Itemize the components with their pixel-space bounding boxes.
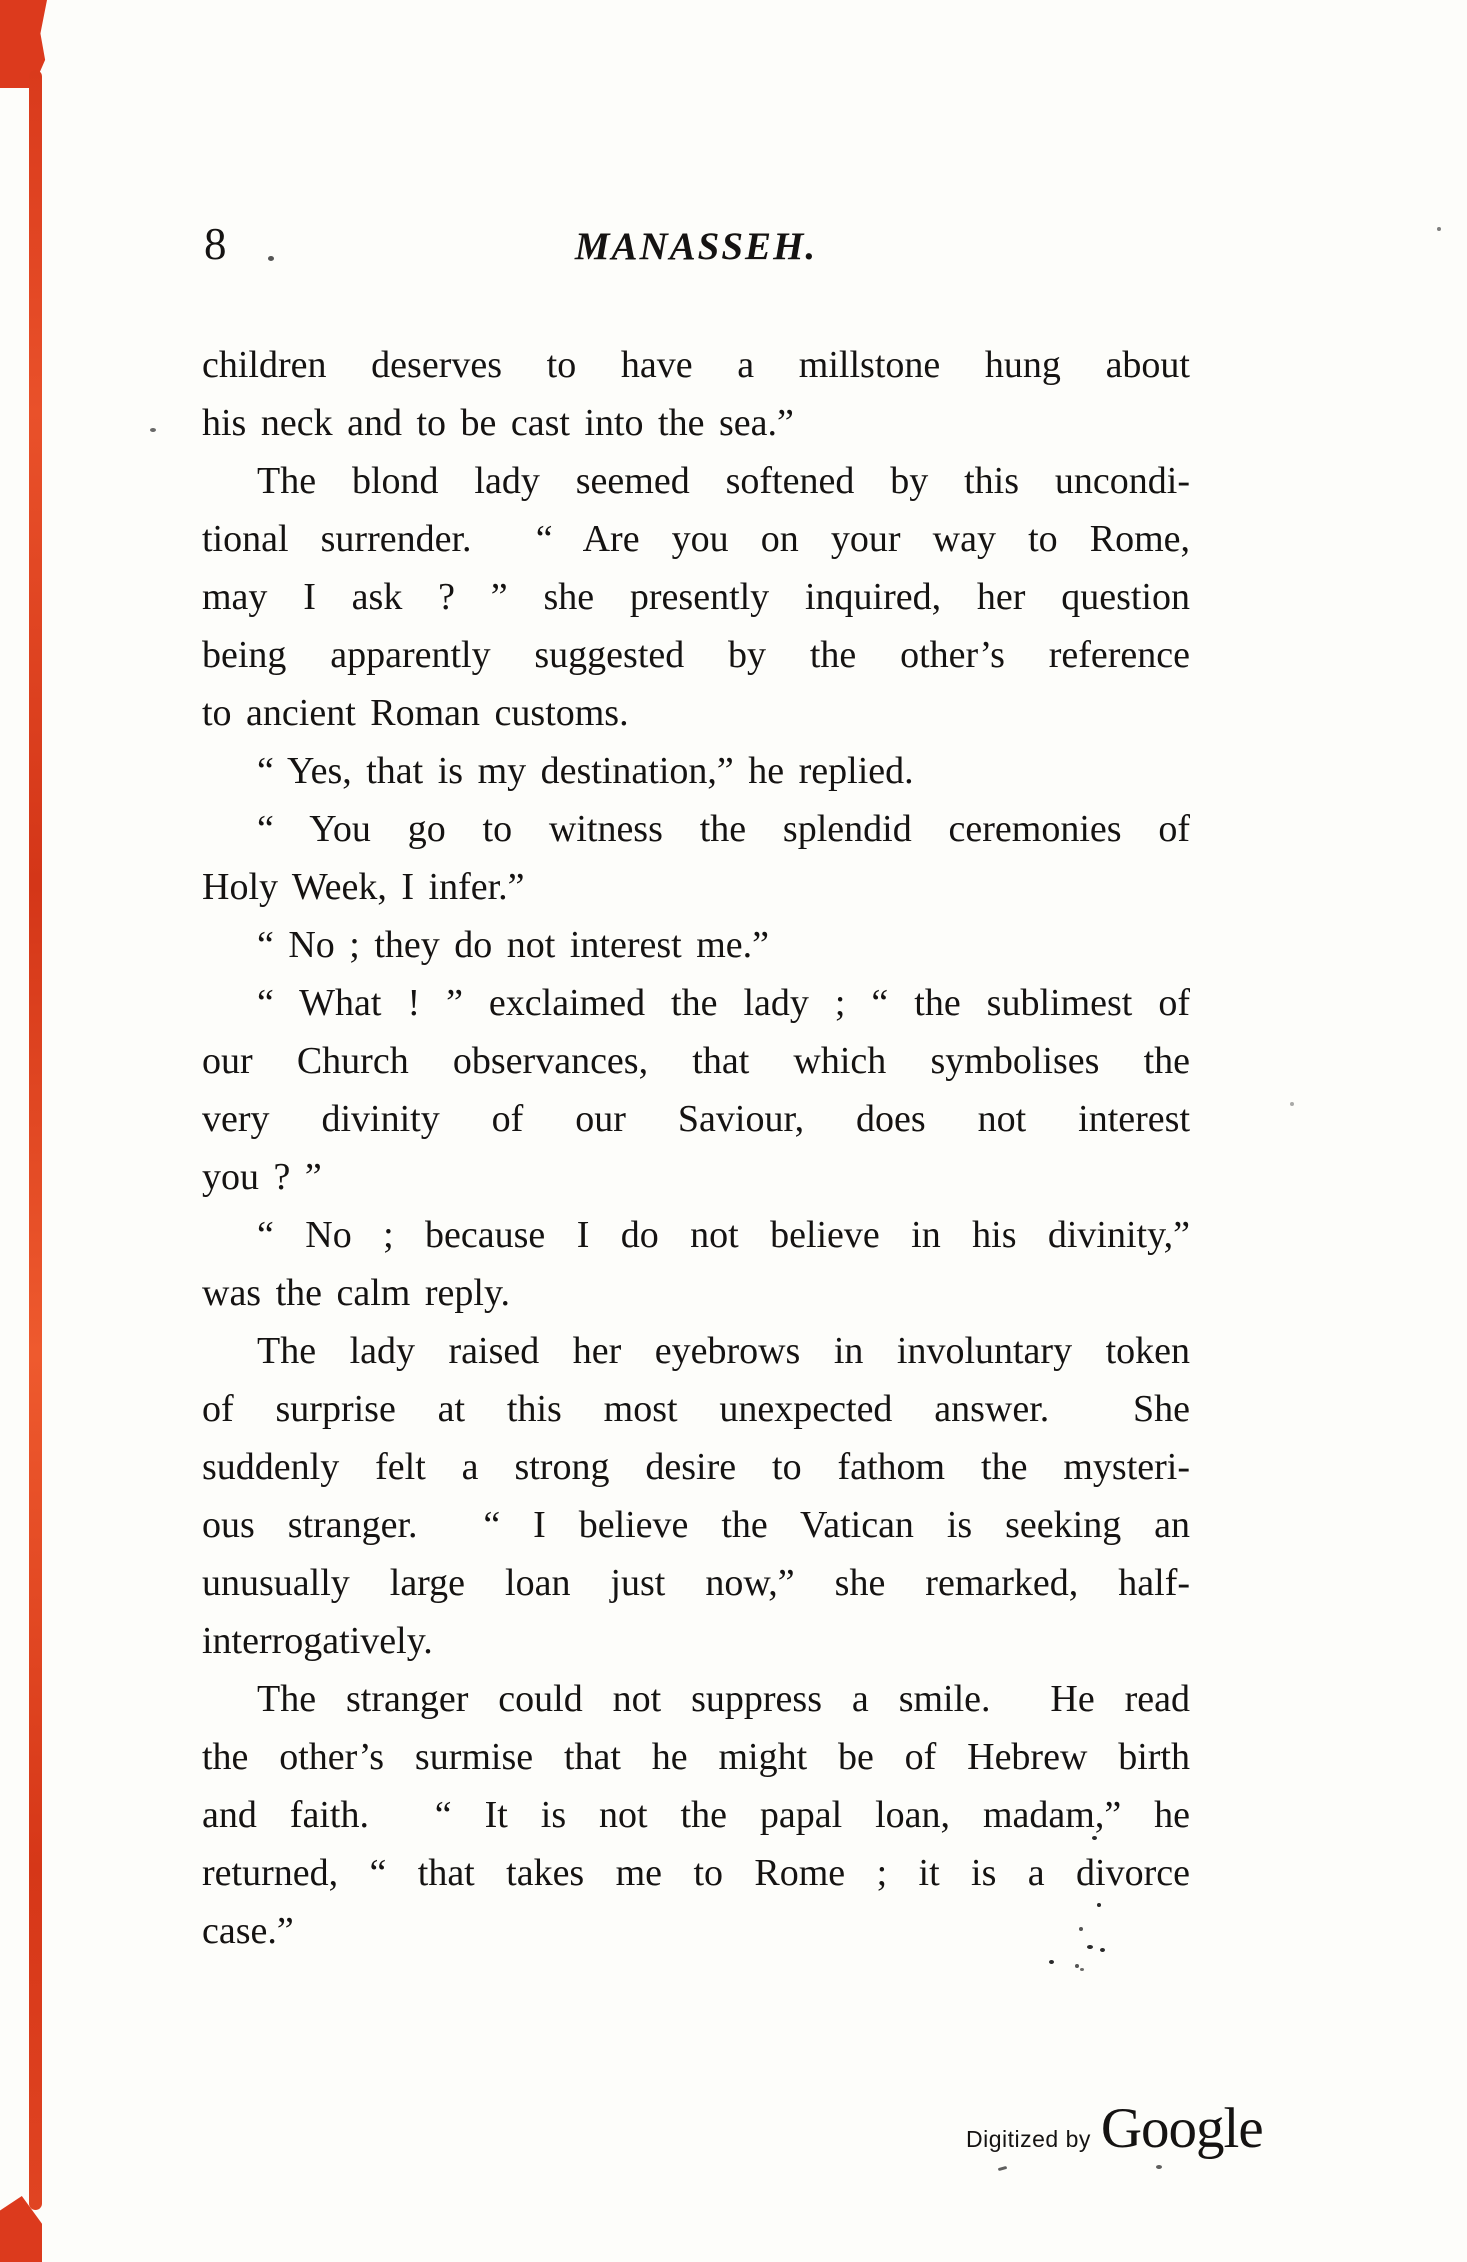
ink-speck	[150, 428, 156, 432]
text-line: children deserves to have a millstone hung about	[202, 344, 1190, 386]
ink-speck	[1092, 1836, 1097, 1840]
text-line: “ You go to witness the splendid ceremonies of	[257, 808, 1190, 850]
ink-speck	[1100, 1948, 1105, 1952]
ink-speck	[1049, 1960, 1054, 1964]
ink-speck	[1080, 1968, 1084, 1971]
text-block	[202, 336, 1190, 1960]
ink-speck	[1079, 1927, 1083, 1931]
text-line: “ No ; they do not interest me.”	[257, 924, 769, 966]
text-line: The blond lady seemed softened by this uncondi-	[257, 460, 1190, 502]
text-line: very divinity of our Saviour, does not interest	[202, 1098, 1190, 1140]
running-title: MANASSEH.	[574, 225, 818, 268]
text-line: “ What ! ” exclaimed the lady ; “ the sublimest of	[257, 982, 1190, 1024]
text-line: the other’s surmise that he might be of Hebrew birth	[202, 1736, 1190, 1778]
text-line: and faith. “ It is not the papal loan, madam,” he	[202, 1794, 1190, 1836]
text-line: to ancient Roman customs.	[202, 692, 629, 734]
text-line: his neck and to be cast into the sea.”	[202, 402, 794, 444]
text-line: The lady raised her eyebrows in involuntary token	[257, 1330, 1190, 1372]
text-line: “ Yes, that is my destination,” he replied.	[257, 750, 914, 792]
ink-speck	[268, 256, 274, 261]
text-line: you ? ”	[202, 1156, 322, 1198]
google-logo: Google	[1100, 2097, 1263, 2160]
text-line: of surprise at this most unexpected answer. She	[202, 1388, 1190, 1430]
text-line: interrogatively.	[202, 1620, 433, 1662]
ink-speck	[1437, 227, 1441, 231]
text-line: case.”	[202, 1910, 294, 1952]
text-line: ous stranger. “ I believe the Vatican is seeking an	[202, 1504, 1190, 1546]
ink-speck	[1156, 2165, 1162, 2169]
ink-speck	[1087, 1945, 1093, 1949]
text-line: our Church observances, that which symbolises the	[202, 1040, 1190, 1082]
text-line: tional surrender. “ Are you on your way to Rome,	[202, 518, 1190, 560]
ink-speck	[1097, 1903, 1101, 1907]
text-line: returned, “ that takes me to Rome ; it is a divorce	[202, 1852, 1190, 1894]
text-line: being apparently suggested by the other’s reference	[202, 634, 1190, 676]
text-line: The stranger could not suppress a smile. He read	[257, 1678, 1190, 1720]
text-line: may I ask ? ” she presently inquired, her question	[202, 576, 1190, 618]
digitized-by-label: Digitized by	[966, 2126, 1091, 2152]
page-header	[202, 218, 1190, 278]
text-line: Holy Week, I infer.”	[202, 866, 525, 908]
ink-speck	[1075, 1964, 1079, 1968]
text-line: suddenly felt a strong desire to fathom the mysteri-	[202, 1446, 1190, 1488]
text-line: “ No ; because I do not believe in his divinity,”	[257, 1214, 1190, 1256]
scan-edge-artifact-line	[29, 70, 42, 2210]
ink-speck	[998, 2166, 1007, 2171]
page-number: 8	[204, 219, 227, 269]
ink-speck	[1290, 1102, 1294, 1106]
digitization-footer	[966, 2096, 1263, 2161]
text-line: was the calm reply.	[202, 1272, 510, 1314]
text-line: unusually large loan just now,” she remarked, half-	[202, 1562, 1190, 1604]
